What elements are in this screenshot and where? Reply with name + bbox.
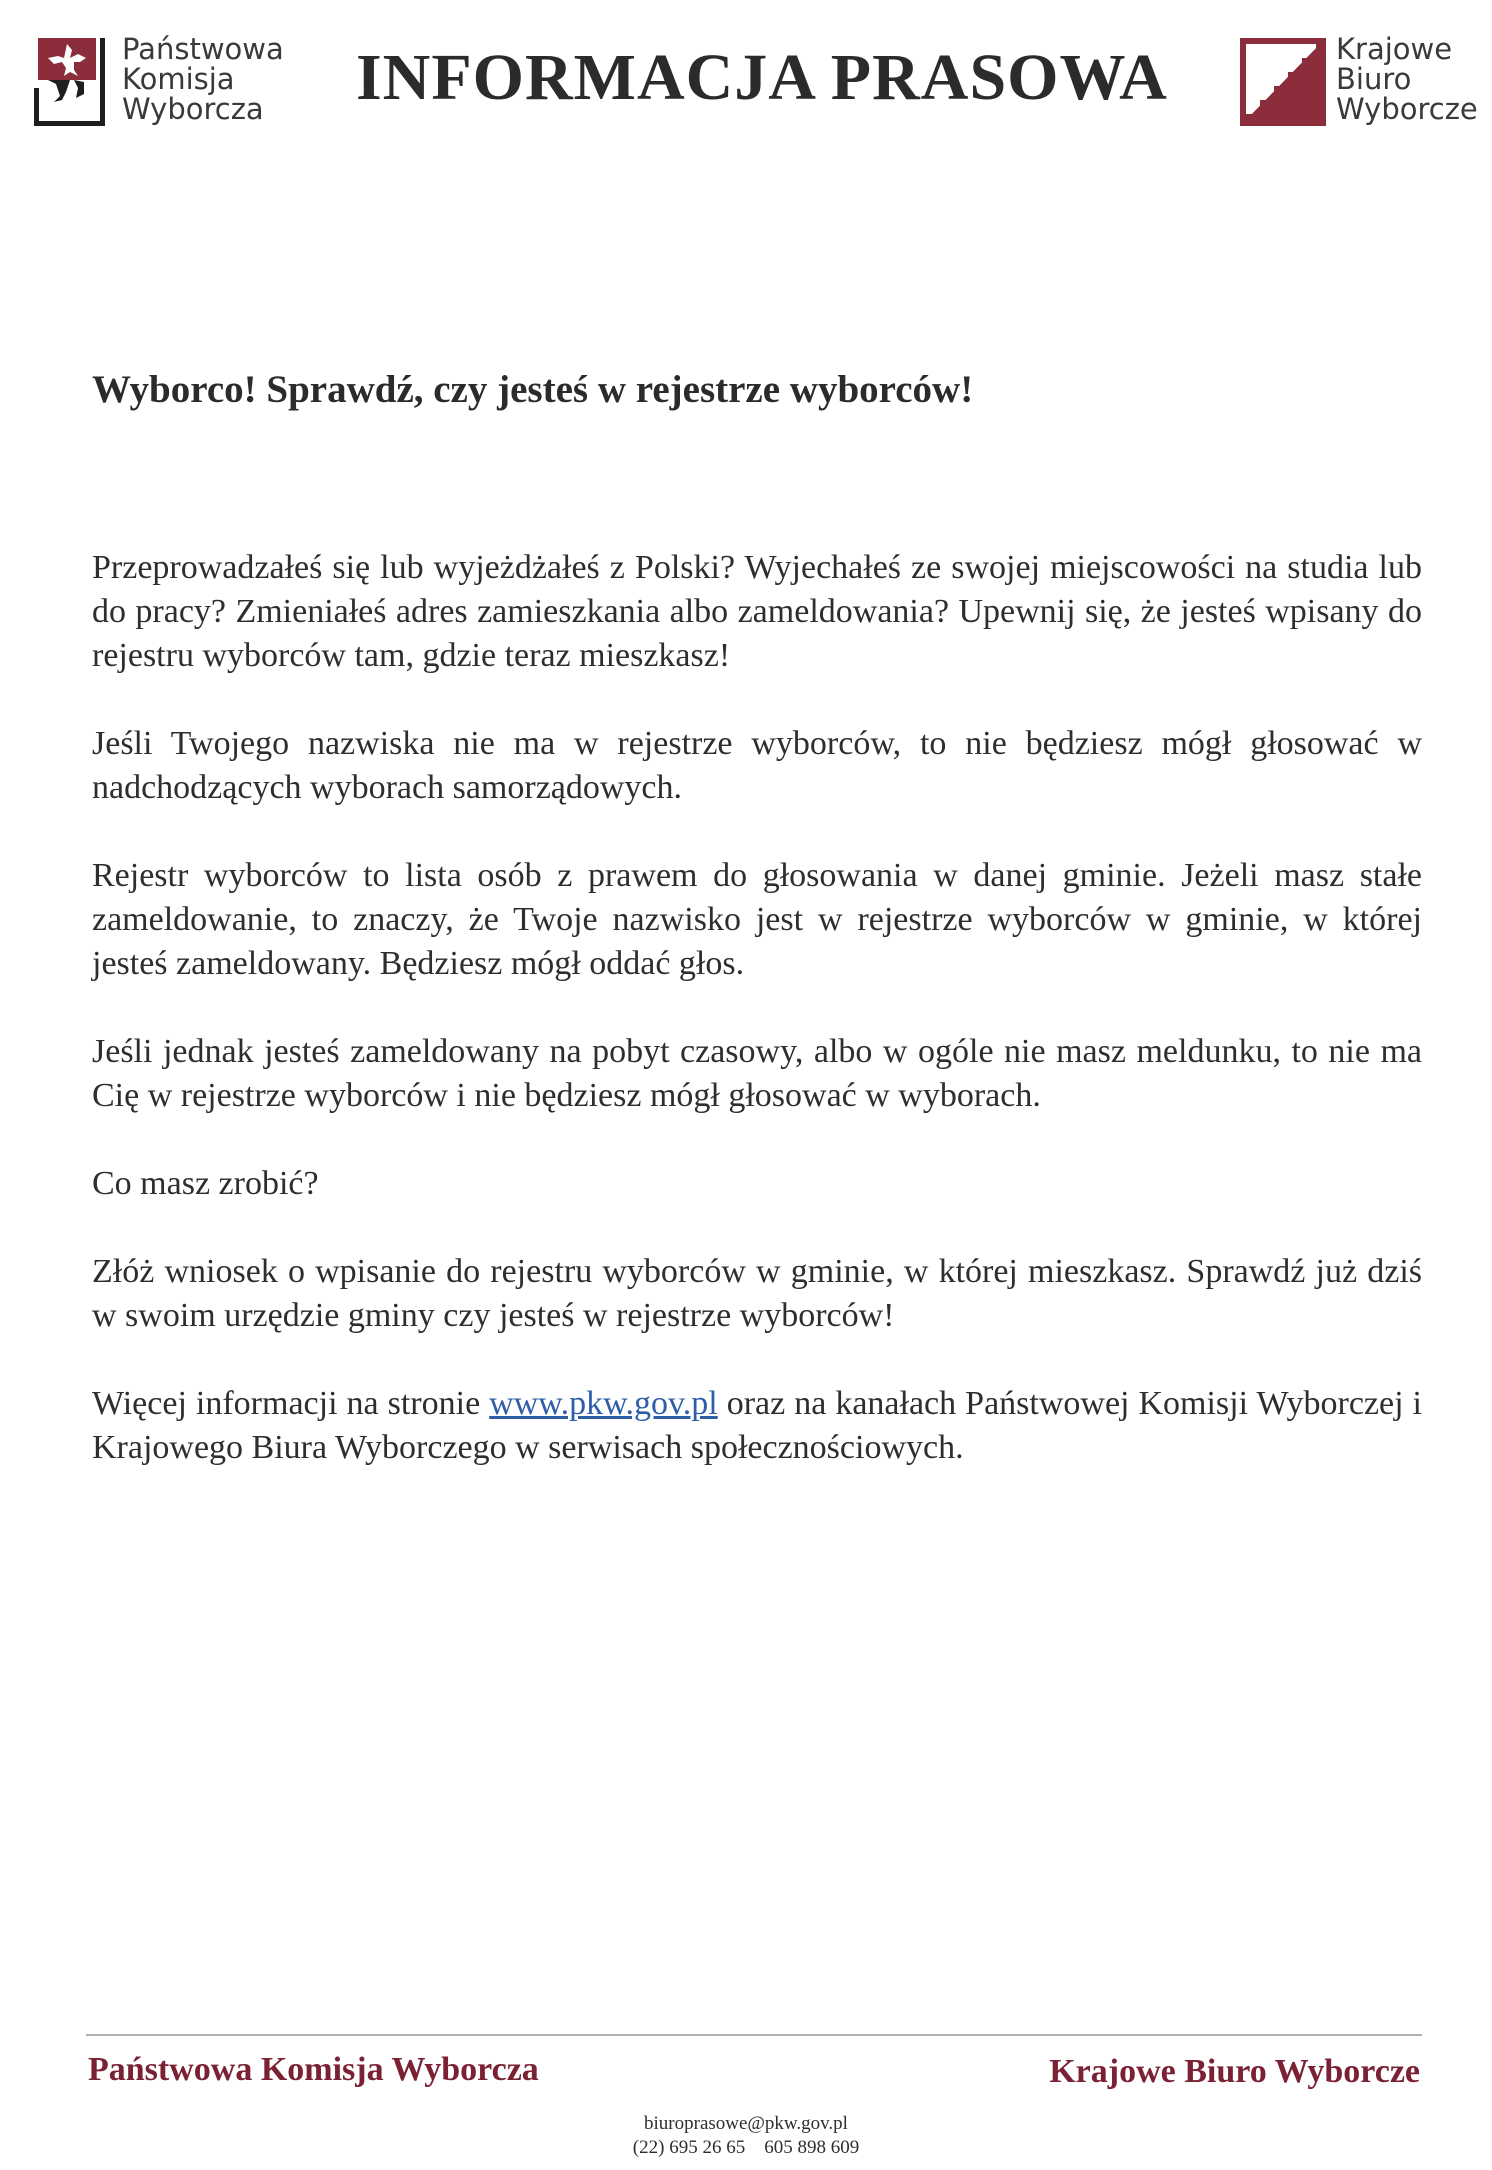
kbw-logo [1240, 34, 1480, 134]
body-content [92, 546, 1422, 1514]
footer-pkw-name: Państwowa Komisja Wyborcza [88, 2051, 539, 2088]
pkw-logo-line: Komisja [122, 62, 235, 96]
pkw-eagle-logo-icon [34, 36, 110, 132]
document-title: INFORMACJA PRASOWA [356, 41, 1168, 114]
header [0, 0, 1492, 150]
pkw-logo-line: Państwowa [122, 32, 284, 66]
footer-contact [0, 2112, 1492, 2160]
more-info-text: Więcej informacji na stronie [92, 1385, 490, 1422]
kbw-logo-line: Wyborcze [1336, 92, 1478, 126]
paragraph: Jeśli jednak jesteś zameldowany na pobyt czasowy, albo w ogóle nie masz meldunku, to nie ma Cię w rejestrze wyborców i nie będziesz mógł głosować w wyborach. [92, 1033, 1422, 1114]
more-info-text: oraz na kanałach Państwowej Komisji Wyborczej i Krajowego Biura Wyborczego w serwisach społecznościowych. [92, 1385, 1422, 1466]
footer-kbw-name: Krajowe Biuro Wyborcze [1049, 2053, 1420, 2090]
pkw-logo-line: Wyborcza [122, 92, 264, 126]
paragraph: Co masz zrobić? [92, 1165, 319, 1202]
more-info-paragraph [92, 1382, 1422, 1470]
paragraph: Jeśli Twojego nazwiska nie ma w rejestrze wyborców, to nie będziesz mógł głosować w nadchodzących wyborach samorządowych. [92, 725, 1422, 806]
pkw-logo [34, 34, 294, 134]
pkw-logo-text [122, 34, 284, 124]
footer-divider [86, 2034, 1422, 2036]
kbw-logo-icon [1240, 38, 1326, 126]
footer-phones: (22) 695 26 65 605 898 609 [632, 2137, 860, 2158]
paragraph: Przeprowadzałeś się lub wyjeżdżałeś z Polski? Wyjechałeś ze swojej miejscowości na studia lub do pracy? Zmieniałeś adres zamieszkania albo zameldowania? Upewnij się, że jesteś wpisany do rejestru wyborców tam, gdzie teraz mieszkasz! [92, 549, 1422, 674]
kbw-logo-line: Krajowe [1336, 32, 1453, 66]
kbw-logo-text [1336, 34, 1478, 124]
headline: Wyborco! Sprawdź, czy jesteś w rejestrze wyborców! [92, 368, 974, 411]
kbw-logo-line: Biuro [1336, 62, 1412, 96]
paragraph: Rejestr wyborców to lista osób z prawem do głosowania w danej gminie. Jeżeli masz stałe zameldowanie, to znaczy, że Twoje nazwisko jest w rejestrze wyborców w gminie, w której jesteś zameldowany. Będziesz mógł oddać głos. [92, 857, 1422, 982]
footer-email: biuroprasowe@pkw.gov.pl [644, 2113, 848, 2134]
paragraph: Złóż wniosek o wpisanie do rejestru wyborców w gminie, w której mieszkasz. Sprawdź już dziś w swoim urzędzie gminy czy jesteś w rejestrze wyborców! [92, 1253, 1422, 1334]
pkw-website-link[interactable]: www.pkw.gov.pl [489, 1385, 718, 1422]
